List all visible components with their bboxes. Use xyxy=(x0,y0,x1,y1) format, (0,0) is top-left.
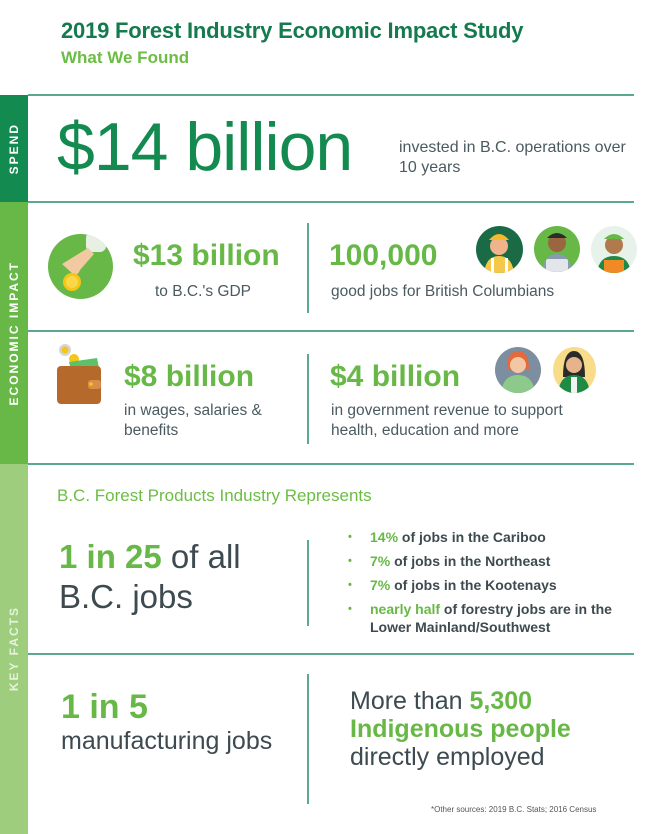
wages-description-line1: in wages, salaries & xyxy=(124,402,262,419)
wages-description-line2: benefits xyxy=(124,422,179,439)
manufacturing-stat xyxy=(61,688,272,756)
sidebar-label-economic-impact: ECONOMIC IMPACT xyxy=(7,260,21,406)
revenue-description-line2: health, education and more xyxy=(331,422,519,439)
manufacturing-text: manufacturing jobs xyxy=(61,727,273,755)
indigenous-number: 5,300 xyxy=(469,687,533,715)
wages-description xyxy=(124,401,262,441)
jobs-description: good jobs for British Columbians xyxy=(331,283,555,300)
indigenous-post: directly employed xyxy=(350,743,545,771)
divider xyxy=(28,330,634,332)
footnote: *Other sources: 2019 B.C. Stats; 2016 Census xyxy=(431,805,597,814)
teacher-avatar xyxy=(553,347,596,393)
divider xyxy=(28,201,634,203)
bullet-highlight: nearly half xyxy=(370,601,441,617)
key-facts-heading: B.C. Forest Products Industry Represents xyxy=(57,486,372,505)
bullet-text: of jobs in the Northeast xyxy=(390,553,551,569)
revenue-amount: $4 billion xyxy=(330,360,461,393)
sidebar-label-spend: SPEND xyxy=(7,122,21,175)
list-item xyxy=(348,528,618,546)
sidebar-tab-spend xyxy=(0,95,28,202)
revenue-description-line1: in government revenue to support xyxy=(331,402,563,419)
indigenous-pre: More than xyxy=(350,687,470,715)
one-in-25-stat xyxy=(59,537,241,617)
bullet-highlight: 7% xyxy=(370,577,391,593)
sidebar-tab-economic-impact xyxy=(0,202,28,464)
page-title: 2019 Forest Industry Economic Impact Study xyxy=(61,18,524,43)
page-subtitle: What We Found xyxy=(61,48,190,67)
divider-vertical xyxy=(307,674,309,804)
bullet-text: of forestry jobs are in the Lower Mainland/Southwest xyxy=(370,601,612,635)
divider-vertical xyxy=(307,223,309,313)
regional-jobs-list xyxy=(348,528,618,642)
gdp-description: to B.C.'s GDP xyxy=(155,283,251,300)
one-in-25-rest2: B.C. jobs xyxy=(59,578,193,615)
nurse-avatar xyxy=(495,347,541,393)
indigenous-highlight: Indigenous people xyxy=(350,715,571,743)
divider xyxy=(28,463,634,465)
divider xyxy=(28,653,634,655)
bullet-text: of jobs in the Kootenays xyxy=(390,577,557,593)
sidebar-tab-key-facts xyxy=(0,464,28,834)
spend-description: invested in B.C. operations over 10 years xyxy=(399,139,626,176)
bullet-highlight: 7% xyxy=(370,553,391,569)
spend-amount: $14 billion xyxy=(57,109,353,185)
revenue-description xyxy=(331,401,563,441)
worker-hardhat-avatar xyxy=(476,226,523,273)
bullet-highlight: 14% xyxy=(370,529,399,545)
one-in-25-rest: of all xyxy=(161,538,241,575)
divider-vertical xyxy=(307,540,309,626)
manufacturing-highlight: 1 in 5 xyxy=(61,688,148,726)
hand-coin-icon xyxy=(48,234,113,299)
wallet-icon xyxy=(55,340,103,406)
gdp-amount: $13 billion xyxy=(133,239,280,272)
list-item xyxy=(348,600,618,636)
wages-amount: $8 billion xyxy=(124,360,255,393)
sidebar-label-key-facts: KEY FACTS xyxy=(7,606,21,692)
divider xyxy=(28,94,634,96)
one-in-25-highlight: 1 in 25 xyxy=(59,538,162,575)
bullet-text: of jobs in the Cariboo xyxy=(398,529,546,545)
list-item xyxy=(348,552,618,570)
jobs-amount: 100,000 xyxy=(329,239,438,272)
worker-laptop-avatar xyxy=(534,226,580,272)
indigenous-stat xyxy=(350,687,571,771)
list-item xyxy=(348,576,618,594)
header xyxy=(61,18,523,68)
worker-overalls-avatar xyxy=(591,226,637,273)
divider-vertical xyxy=(307,354,309,444)
